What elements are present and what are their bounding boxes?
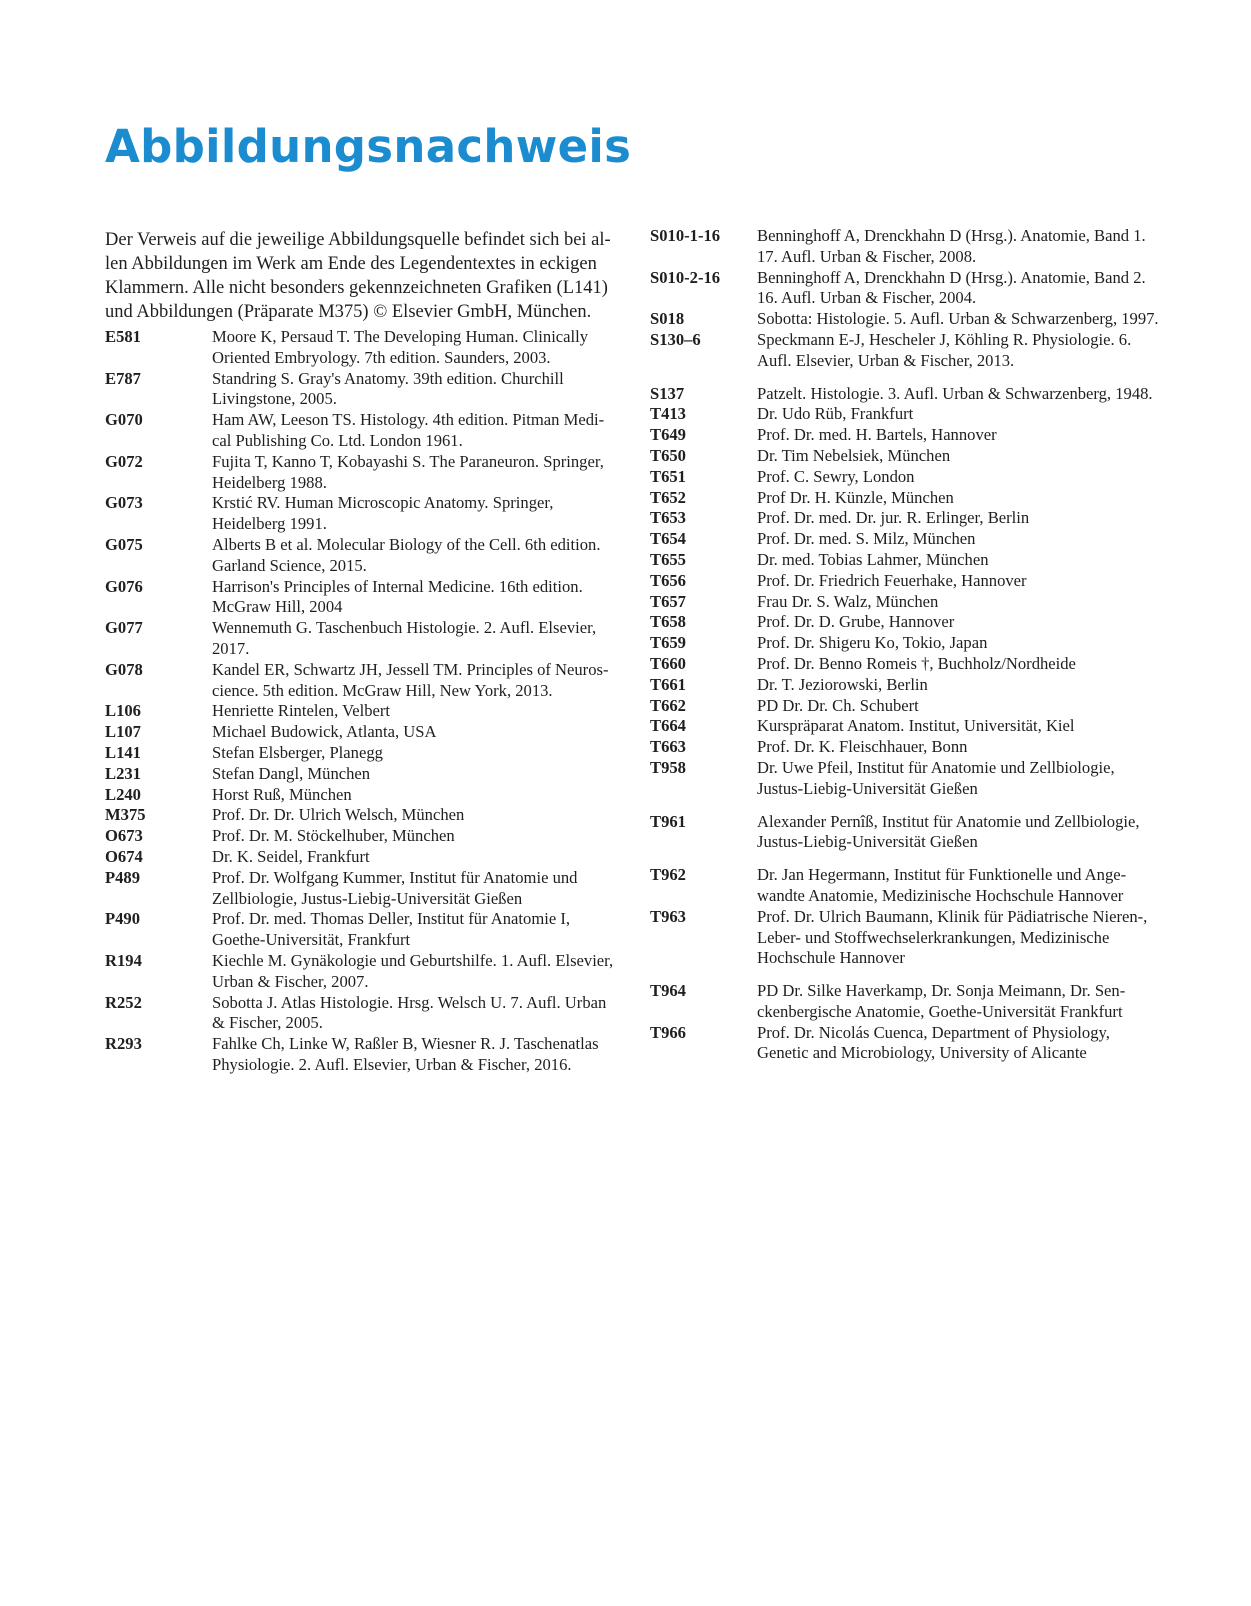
credit-code: L231 <box>105 763 141 783</box>
credit-source-line: cal Publishing Co. Ltd. London 1961. <box>212 430 463 450</box>
credit-source <box>212 743 625 764</box>
credit-source <box>757 1023 1170 1065</box>
credit-source <box>212 452 625 494</box>
credit-source-line: Sobotta: Histologie. 5. Aufl. Urban & Schwarzenberg, 1997. <box>757 309 1159 329</box>
credit-source-line: Prof. Dr. M. Stöckelhuber, München <box>212 826 455 846</box>
credit-source <box>757 508 1170 529</box>
credits-list-left <box>105 327 625 1076</box>
credit-entry <box>105 743 625 764</box>
credit-code: P490 <box>105 909 141 929</box>
credit-source-line: Dr. Udo Rüb, Frankfurt <box>757 404 914 424</box>
credit-code: G073 <box>105 493 143 513</box>
credit-code: M375 <box>105 805 146 825</box>
credit-source <box>757 309 1170 330</box>
credit-source-line: Horst Ruß, München <box>212 784 352 804</box>
credit-code: G076 <box>105 576 143 596</box>
credit-entry <box>105 951 625 993</box>
credit-source <box>757 550 1170 571</box>
credit-source-line: Dr. Jan Hegermann, Institut für Funktionelle und Ange- <box>757 865 1127 885</box>
credit-entry <box>105 618 625 660</box>
credit-source-line: Michael Budowick, Atlanta, USA <box>212 722 437 742</box>
credit-source-line: Dr. Uwe Pfeil, Institut für Anatomie und Zellbiologie, <box>757 757 1115 777</box>
credit-source <box>757 268 1170 310</box>
credit-entry <box>105 493 625 535</box>
credit-source-line: Prof. Dr. Benno Romeis †, Buchholz/Nordheide <box>757 653 1076 673</box>
credit-entry <box>105 722 625 743</box>
credit-source-line: Stefan Dangl, München <box>212 763 371 783</box>
credit-entry <box>650 529 1170 550</box>
credit-source-line: ckenbergische Anatomie, Goethe-Universität Frankfurt <box>757 1001 1123 1021</box>
credit-source-line: & Fischer, 2005. <box>212 1013 323 1033</box>
credit-source-line: Justus-Liebig-Universität Gießen <box>757 832 978 852</box>
credit-source-line: Alexander Pernîß, Institut für Anatomie und Zellbiologie, <box>757 811 1140 831</box>
credit-source-line: Alberts B et al. Molecular Biology of the Cell. 6th edition. <box>212 534 601 554</box>
credit-source-line: Genetic and Microbiology, University of Alicante <box>757 1043 1087 1063</box>
credit-code: S130–6 <box>650 329 701 349</box>
credit-source <box>757 226 1170 268</box>
credit-source <box>212 826 625 847</box>
credit-source-line: Prof. Dr. med. H. Bartels, Hannover <box>757 425 997 445</box>
credit-source <box>212 701 625 722</box>
credit-source-line: Kiechle M. Gynäkologie und Geburtshilfe. 1. Aufl. Elsevier, <box>212 950 614 970</box>
credit-source <box>757 612 1170 633</box>
credit-code: T652 <box>650 487 686 507</box>
credit-source <box>212 369 625 411</box>
credit-source <box>757 571 1170 592</box>
credit-source-line: Fujita T, Kanno T, Kobayashi S. The Paraneuron. Springer, <box>212 451 604 471</box>
credit-source-line: Oriented Embryology. 7th edition. Saunders, 2003. <box>212 347 551 367</box>
credit-entry <box>650 696 1170 717</box>
credit-entry <box>650 737 1170 758</box>
credit-entry <box>105 369 625 411</box>
credit-source <box>757 529 1170 550</box>
credit-source <box>757 675 1170 696</box>
credit-code: L106 <box>105 701 141 721</box>
credit-source-line: Prof. Dr. med. Dr. jur. R. Erlinger, Berlin <box>757 508 1030 528</box>
credit-entry <box>650 675 1170 696</box>
credit-source <box>757 907 1170 969</box>
credit-source-line: Prof. Dr. Wolfgang Kummer, Institut für Anatomie und <box>212 867 578 887</box>
credit-code: P489 <box>105 867 141 887</box>
credit-code: O674 <box>105 846 143 866</box>
credit-code: T962 <box>650 865 686 885</box>
credit-source <box>212 410 625 452</box>
credit-entry <box>650 716 1170 737</box>
credit-code: T963 <box>650 906 686 926</box>
credit-code: S018 <box>650 309 685 329</box>
credit-source-line: Dr. K. Seidel, Frankfurt <box>212 846 370 866</box>
credit-code: G075 <box>105 534 143 554</box>
credit-code: T649 <box>650 425 686 445</box>
credit-source-line: Goethe-Universität, Frankfurt <box>212 930 411 950</box>
credit-source-line: Ham AW, Leeson TS. Histology. 4th edition. Pitman Medi- <box>212 410 605 430</box>
credit-source <box>757 633 1170 654</box>
credit-entry <box>650 309 1170 330</box>
credit-code: T659 <box>650 633 686 653</box>
credit-source-line: Heidelberg 1988. <box>212 472 327 492</box>
credit-source-line: 17. Aufl. Urban & Fischer, 2008. <box>757 246 977 266</box>
credit-source-line: Prof. Dr. Ulrich Baumann, Klinik für Pädiatrische Nieren-, <box>757 906 1148 926</box>
credit-entry <box>650 384 1170 405</box>
credit-source <box>757 758 1170 800</box>
credit-entry <box>105 410 625 452</box>
credit-source-line: 16. Aufl. Urban & Fischer, 2004. <box>757 288 977 308</box>
credit-source-line: Prof. C. Sewry, London <box>757 466 915 486</box>
credit-code: T655 <box>650 549 686 569</box>
credit-source <box>212 618 625 660</box>
credit-code: T662 <box>650 695 686 715</box>
intro-line: Klammern. Alle nicht besonders gekennzeichneten Grafiken (L141) <box>105 278 608 298</box>
credit-entry <box>105 660 625 702</box>
credit-source-line: Prof. Dr. med. Thomas Deller, Institut für Anatomie I, <box>212 909 571 929</box>
credit-code: T663 <box>650 737 686 757</box>
credit-source-line: Prof. Dr. Dr. Ulrich Welsch, München <box>212 805 465 825</box>
credit-source-line: Physiologie. 2. Aufl. Elsevier, Urban & Fischer, 2016. <box>212 1054 572 1074</box>
credit-source-line: Patzelt. Histologie. 3. Aufl. Urban & Schwarzenberg, 1948. <box>757 383 1153 403</box>
credit-code: T958 <box>650 757 686 777</box>
credit-source <box>212 993 625 1035</box>
credit-source <box>212 785 625 806</box>
credit-code: R293 <box>105 1034 142 1054</box>
credit-entry <box>650 488 1170 509</box>
credit-code: T651 <box>650 466 686 486</box>
credit-source <box>757 696 1170 717</box>
credit-source-line: PD Dr. Dr. Ch. Schubert <box>757 695 919 715</box>
credit-source <box>212 764 625 785</box>
credit-entry <box>650 571 1170 592</box>
credit-source-line: Kurspräparat Anatom. Institut, Universität, Kiel <box>757 716 1075 736</box>
credit-source <box>757 384 1170 405</box>
credit-source <box>212 951 625 993</box>
page-title: Abbildungsnachweis <box>105 120 632 173</box>
credit-source-line: Livingstone, 2005. <box>212 389 337 409</box>
credit-entry <box>105 1034 625 1076</box>
credit-source-line: Speckmann E-J, Hescheler J, Köhling R. Physiologie. 6. <box>757 329 1132 349</box>
credit-entry <box>105 805 625 826</box>
credit-entry <box>650 425 1170 446</box>
credit-source <box>757 812 1170 854</box>
credit-entry <box>650 981 1170 1023</box>
intro-paragraph <box>105 228 625 324</box>
credit-source-line: Sobotta J. Atlas Histologie. Hrsg. Welsch U. 7. Aufl. Urban <box>212 992 607 1012</box>
credit-entry <box>650 404 1170 425</box>
credit-source-line: Hochschule Hannover <box>757 948 905 968</box>
credit-source <box>757 404 1170 425</box>
credits-list-right <box>650 226 1170 1064</box>
intro-line: len Abbildungen im Werk am Ende des Legendentextes in eckigen <box>105 254 597 274</box>
credit-entry <box>105 909 625 951</box>
credit-code: S137 <box>650 383 685 403</box>
credit-source <box>212 722 625 743</box>
credit-code: R194 <box>105 950 142 970</box>
credit-source-line: Prof. Dr. Shigeru Ko, Tokio, Japan <box>757 633 988 653</box>
credit-entry <box>650 654 1170 675</box>
credit-code: G078 <box>105 659 143 679</box>
credit-code: G077 <box>105 618 143 638</box>
credit-code: T650 <box>650 445 686 465</box>
credit-code: T661 <box>650 674 686 694</box>
credit-entry <box>650 907 1170 969</box>
credit-source <box>757 425 1170 446</box>
credit-source-line: Prof. Dr. K. Fleischhauer, Bonn <box>757 737 968 757</box>
credit-source-line: Prof Dr. H. Künzle, München <box>757 487 954 507</box>
credit-entry <box>650 612 1170 633</box>
credit-source <box>212 493 625 535</box>
credit-source-line: McGraw Hill, 2004 <box>212 597 343 617</box>
credit-source-line: Justus-Liebig-Universität Gießen <box>757 778 978 798</box>
credit-source <box>757 467 1170 488</box>
credit-source-line: Benninghoff A, Drenckhahn D (Hrsg.). Anatomie, Band 2. <box>757 267 1146 287</box>
credit-code: R252 <box>105 992 142 1012</box>
credit-source <box>212 327 625 369</box>
intro-line: und Abbildungen (Präparate M375) © Elsevier GmbH, München. <box>105 302 592 322</box>
credit-entry <box>105 868 625 910</box>
credit-source-line: wandte Anatomie, Medizinische Hochschule Hannover <box>757 885 1124 905</box>
credit-source-line: Prof. Dr. Nicolás Cuenca, Department of Physiology, <box>757 1022 1110 1042</box>
credit-code: T961 <box>650 811 686 831</box>
credit-source-line: Urban & Fischer, 2007. <box>212 971 369 991</box>
credit-code: L240 <box>105 784 141 804</box>
credit-entry <box>650 758 1170 800</box>
credit-source-line: Stefan Elsberger, Planegg <box>212 742 383 762</box>
credit-source-line: Dr. T. Jeziorowski, Berlin <box>757 674 928 694</box>
credit-entry <box>650 865 1170 907</box>
credit-code: S010-2-16 <box>650 267 721 287</box>
credit-entry <box>650 446 1170 467</box>
credit-entry <box>105 452 625 494</box>
credit-source <box>757 654 1170 675</box>
credit-code: G070 <box>105 410 143 430</box>
credit-entry <box>650 508 1170 529</box>
credit-source <box>212 577 625 619</box>
credit-code: T653 <box>650 508 686 528</box>
credit-entry <box>105 577 625 619</box>
credit-source-line: Henriette Rintelen, Velbert <box>212 701 391 721</box>
credit-source-line: Wennemuth G. Taschenbuch Histologie. 2. Aufl. Elsevier, <box>212 618 597 638</box>
credit-source <box>757 737 1170 758</box>
credit-source <box>212 535 625 577</box>
credit-entry <box>650 330 1170 372</box>
credit-code: T413 <box>650 404 686 424</box>
credit-source-line: Frau Dr. S. Walz, München <box>757 591 939 611</box>
credit-code: T664 <box>650 716 686 736</box>
credit-code: T658 <box>650 612 686 632</box>
credit-source-line: Prof. Dr. D. Grube, Hannover <box>757 612 955 632</box>
credit-entry <box>650 550 1170 571</box>
credit-code: S010-1-16 <box>650 226 721 245</box>
credit-source-line: PD Dr. Silke Haverkamp, Dr. Sonja Meimann, Dr. Sen- <box>757 981 1126 1001</box>
credit-source <box>757 330 1170 372</box>
credit-entry <box>650 812 1170 854</box>
credit-code: T966 <box>650 1022 686 1042</box>
credit-source <box>212 868 625 910</box>
credit-code: L141 <box>105 742 141 762</box>
credit-entry <box>105 327 625 369</box>
credit-source-line: Krstić RV. Human Microscopic Anatomy. Springer, <box>212 493 554 513</box>
credit-code: T654 <box>650 529 686 549</box>
intro-line: Der Verweis auf die jeweilige Abbildungsquelle befindet sich bei al- <box>105 230 611 250</box>
credit-entry <box>105 535 625 577</box>
credit-entry <box>650 1023 1170 1065</box>
credit-source <box>757 592 1170 613</box>
credit-entry <box>105 847 625 868</box>
credit-source-line: Prof. Dr. med. S. Milz, München <box>757 529 976 549</box>
credit-entry <box>650 226 1170 268</box>
credit-code: G072 <box>105 451 143 471</box>
credit-entry <box>650 592 1170 613</box>
credit-code: E787 <box>105 368 141 388</box>
credit-code: E581 <box>105 327 141 346</box>
credit-source-line: Standring S. Gray's Anatomy. 39th edition. Churchill <box>212 368 564 388</box>
credit-source-line: Prof. Dr. Friedrich Feuerhake, Hannover <box>757 570 1027 590</box>
credit-source-line: Harrison's Principles of Internal Medicine. 16th edition. <box>212 576 583 596</box>
credit-source-line: Heidelberg 1991. <box>212 514 327 534</box>
credit-entry <box>105 826 625 847</box>
credit-source-line: cience. 5th edition. McGraw Hill, New York, 2013. <box>212 680 553 700</box>
credit-entry <box>105 764 625 785</box>
credit-code: L107 <box>105 722 141 742</box>
credit-entry <box>105 993 625 1035</box>
credit-entry <box>650 467 1170 488</box>
credit-source-line: Dr. med. Tobias Lahmer, München <box>757 549 989 569</box>
credit-source-line: Aufl. Elsevier, Urban & Fischer, 2013. <box>757 350 1015 370</box>
credit-source-line: Benninghoff A, Drenckhahn D (Hrsg.). Anatomie, Band 1. <box>757 226 1146 245</box>
credit-source-line: Garland Science, 2015. <box>212 555 367 575</box>
credit-source-line: 2017. <box>212 638 250 658</box>
credit-entry <box>105 701 625 722</box>
credit-source-line: Dr. Tim Nebelsiek, München <box>757 445 951 465</box>
credit-source <box>757 488 1170 509</box>
credit-source <box>757 716 1170 737</box>
credit-code: O673 <box>105 826 143 846</box>
credit-source-line: Fahlke Ch, Linke W, Raßler B, Wiesner R. J. Taschenatlas <box>212 1034 599 1054</box>
credit-source-line: Leber- und Stoffwechselerkrankungen, Medizinische <box>757 927 1110 947</box>
credit-source <box>757 981 1170 1023</box>
credit-source <box>757 446 1170 467</box>
credit-source-line: Moore K, Persaud T. The Developing Human. Clinically <box>212 327 589 346</box>
credit-source <box>212 847 625 868</box>
credit-source <box>212 1034 625 1076</box>
credit-code: T964 <box>650 981 686 1001</box>
credit-source <box>212 805 625 826</box>
credit-code: T657 <box>650 591 686 611</box>
credit-source <box>212 660 625 702</box>
credit-entry <box>105 785 625 806</box>
credit-entry <box>650 268 1170 310</box>
credit-code: T660 <box>650 653 686 673</box>
credit-source <box>212 909 625 951</box>
credit-source-line: Zellbiologie, Justus-Liebig-Universität Gießen <box>212 888 523 908</box>
credit-source-line: Kandel ER, Schwartz JH, Jessell TM. Principles of Neuros- <box>212 659 609 679</box>
credit-source <box>757 865 1170 907</box>
credit-entry <box>650 633 1170 654</box>
credit-code: T656 <box>650 570 686 590</box>
